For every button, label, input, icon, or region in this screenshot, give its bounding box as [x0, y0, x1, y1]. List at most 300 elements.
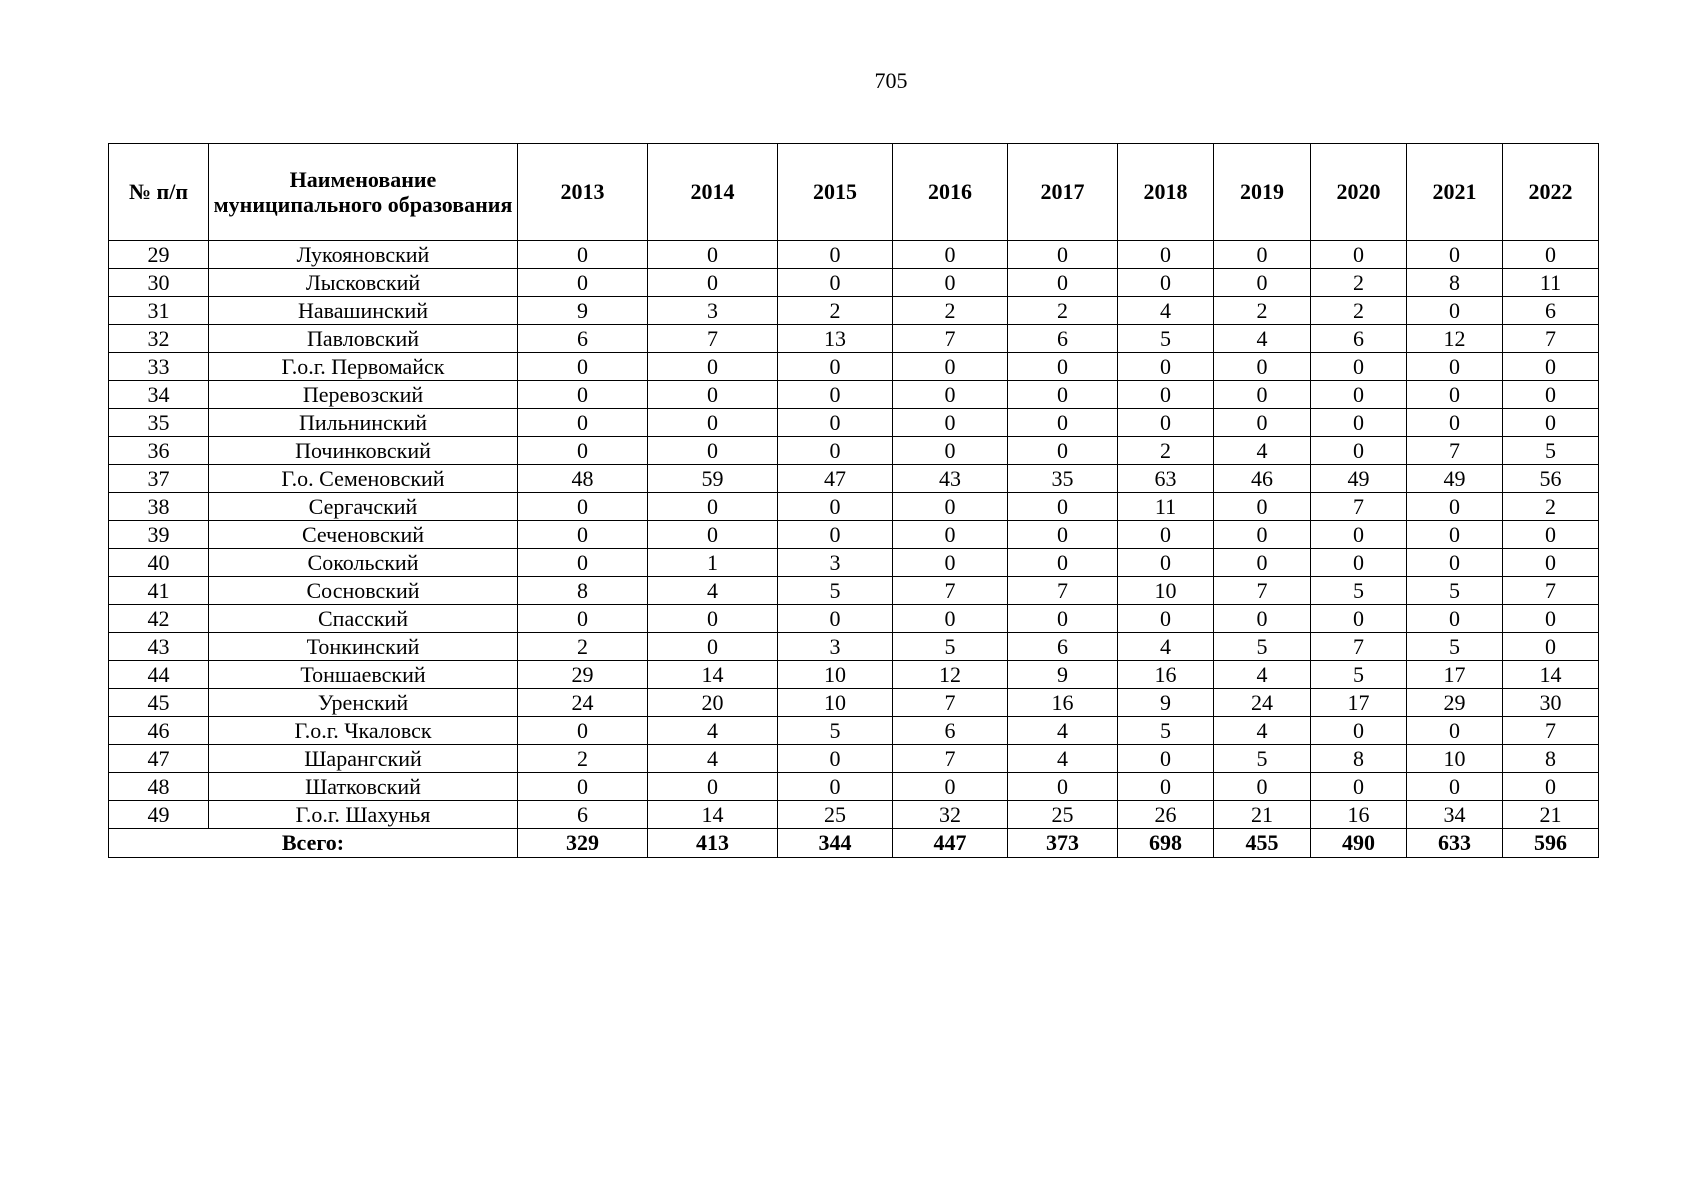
value-cell: 0 [648, 269, 778, 297]
value-cell: 0 [1503, 773, 1599, 801]
value-cell: 25 [1008, 801, 1118, 829]
value-cell: 0 [1008, 353, 1118, 381]
municipality-cell: Сеченовский [209, 521, 518, 549]
municipality-cell: Лукояновский [209, 241, 518, 269]
value-cell: 63 [1118, 465, 1214, 493]
value-cell: 0 [1503, 409, 1599, 437]
value-cell: 0 [648, 409, 778, 437]
value-cell: 7 [893, 577, 1008, 605]
value-cell: 24 [518, 689, 648, 717]
value-cell: 4 [1214, 325, 1311, 353]
total-value-cell: 633 [1407, 829, 1503, 858]
value-cell: 0 [1118, 241, 1214, 269]
municipality-cell: Уренский [209, 689, 518, 717]
table-row [109, 577, 1599, 605]
value-cell: 0 [1214, 605, 1311, 633]
value-cell: 12 [1407, 325, 1503, 353]
value-cell: 5 [1407, 577, 1503, 605]
row-number-cell: 38 [109, 493, 209, 521]
value-cell: 14 [1503, 661, 1599, 689]
value-cell: 0 [1118, 773, 1214, 801]
value-cell: 4 [1214, 437, 1311, 465]
value-cell: 20 [648, 689, 778, 717]
table-footer [109, 829, 1599, 858]
value-cell: 0 [1008, 437, 1118, 465]
value-cell: 0 [1214, 269, 1311, 297]
value-cell: 5 [1407, 633, 1503, 661]
value-cell: 10 [778, 689, 893, 717]
value-cell: 13 [778, 325, 893, 353]
value-cell: 0 [778, 437, 893, 465]
value-cell: 5 [1214, 745, 1311, 773]
value-cell: 0 [893, 773, 1008, 801]
value-cell: 0 [1214, 241, 1311, 269]
header-year: 2016 [893, 144, 1008, 241]
header-year: 2021 [1407, 144, 1503, 241]
value-cell: 6 [1008, 633, 1118, 661]
total-value-cell: 490 [1311, 829, 1407, 858]
value-cell: 0 [648, 773, 778, 801]
value-cell: 0 [1008, 493, 1118, 521]
value-cell: 0 [1008, 381, 1118, 409]
value-cell: 0 [1407, 381, 1503, 409]
value-cell: 4 [1118, 297, 1214, 325]
total-value-cell: 344 [778, 829, 893, 858]
value-cell: 2 [1311, 297, 1407, 325]
table-row [109, 409, 1599, 437]
value-cell: 4 [1214, 661, 1311, 689]
table-row [109, 661, 1599, 689]
value-cell: 0 [518, 269, 648, 297]
value-cell: 5 [1503, 437, 1599, 465]
value-cell: 2 [893, 297, 1008, 325]
value-cell: 0 [778, 381, 893, 409]
value-cell: 2 [778, 297, 893, 325]
value-cell: 0 [1311, 353, 1407, 381]
municipality-cell: Лысковский [209, 269, 518, 297]
value-cell: 7 [648, 325, 778, 353]
value-cell: 0 [518, 605, 648, 633]
value-cell: 7 [1407, 437, 1503, 465]
value-cell: 49 [1311, 465, 1407, 493]
table-row [109, 633, 1599, 661]
value-cell: 0 [1311, 437, 1407, 465]
table-row [109, 549, 1599, 577]
value-cell: 0 [1503, 241, 1599, 269]
value-cell: 0 [1118, 381, 1214, 409]
value-cell: 29 [1407, 689, 1503, 717]
table-row [109, 269, 1599, 297]
value-cell: 2 [518, 745, 648, 773]
value-cell: 5 [1214, 633, 1311, 661]
value-cell: 2 [1214, 297, 1311, 325]
value-cell: 4 [1008, 745, 1118, 773]
total-value-cell: 329 [518, 829, 648, 858]
value-cell: 0 [1407, 409, 1503, 437]
row-number-cell: 33 [109, 353, 209, 381]
municipality-cell: Спасский [209, 605, 518, 633]
total-row [109, 829, 1599, 858]
value-cell: 8 [1503, 745, 1599, 773]
data-table [108, 143, 1599, 858]
value-cell: 0 [893, 493, 1008, 521]
table-row [109, 381, 1599, 409]
value-cell: 6 [1311, 325, 1407, 353]
header-year: 2018 [1118, 144, 1214, 241]
value-cell: 0 [1407, 605, 1503, 633]
value-cell: 21 [1503, 801, 1599, 829]
value-cell: 0 [1407, 549, 1503, 577]
value-cell: 56 [1503, 465, 1599, 493]
value-cell: 4 [1214, 717, 1311, 745]
value-cell: 0 [1503, 381, 1599, 409]
value-cell: 9 [518, 297, 648, 325]
table-row [109, 801, 1599, 829]
value-cell: 5 [1311, 577, 1407, 605]
value-cell: 0 [648, 353, 778, 381]
header-row [109, 144, 1599, 241]
total-value-cell: 413 [648, 829, 778, 858]
value-cell: 29 [518, 661, 648, 689]
value-cell: 0 [1311, 241, 1407, 269]
value-cell: 0 [778, 409, 893, 437]
value-cell: 7 [893, 745, 1008, 773]
value-cell: 0 [1311, 381, 1407, 409]
value-cell: 4 [1118, 633, 1214, 661]
value-cell: 5 [1118, 717, 1214, 745]
value-cell: 0 [778, 745, 893, 773]
value-cell: 0 [648, 633, 778, 661]
value-cell: 0 [1503, 353, 1599, 381]
value-cell: 59 [648, 465, 778, 493]
value-cell: 30 [1503, 689, 1599, 717]
value-cell: 0 [1214, 773, 1311, 801]
value-cell: 47 [778, 465, 893, 493]
value-cell: 0 [518, 493, 648, 521]
value-cell: 2 [1118, 437, 1214, 465]
value-cell: 0 [1008, 605, 1118, 633]
value-cell: 32 [893, 801, 1008, 829]
value-cell: 16 [1008, 689, 1118, 717]
value-cell: 35 [1008, 465, 1118, 493]
value-cell: 3 [778, 633, 893, 661]
value-cell: 9 [1008, 661, 1118, 689]
value-cell: 3 [778, 549, 893, 577]
value-cell: 0 [648, 241, 778, 269]
table-row [109, 325, 1599, 353]
value-cell: 0 [648, 381, 778, 409]
municipality-cell: Перевозский [209, 381, 518, 409]
row-number-cell: 47 [109, 745, 209, 773]
value-cell: 0 [648, 493, 778, 521]
value-cell: 0 [1407, 493, 1503, 521]
value-cell: 9 [1118, 689, 1214, 717]
value-cell: 0 [518, 773, 648, 801]
total-value-cell: 698 [1118, 829, 1214, 858]
value-cell: 0 [1118, 605, 1214, 633]
value-cell: 3 [648, 297, 778, 325]
value-cell: 0 [1008, 549, 1118, 577]
value-cell: 5 [778, 577, 893, 605]
value-cell: 2 [1311, 269, 1407, 297]
value-cell: 10 [778, 661, 893, 689]
value-cell: 0 [1118, 409, 1214, 437]
value-cell: 0 [893, 549, 1008, 577]
header-year: 2014 [648, 144, 778, 241]
value-cell: 11 [1503, 269, 1599, 297]
value-cell: 4 [648, 745, 778, 773]
value-cell: 0 [778, 269, 893, 297]
municipality-cell: Сергачский [209, 493, 518, 521]
value-cell: 6 [518, 801, 648, 829]
value-cell: 0 [1503, 633, 1599, 661]
value-cell: 24 [1214, 689, 1311, 717]
table-header [109, 144, 1599, 241]
municipality-cell: Г.о.г. Первомайск [209, 353, 518, 381]
value-cell: 11 [1118, 493, 1214, 521]
table-row [109, 241, 1599, 269]
total-value-cell: 373 [1008, 829, 1118, 858]
value-cell: 5 [778, 717, 893, 745]
table-row [109, 493, 1599, 521]
value-cell: 48 [518, 465, 648, 493]
value-cell: 7 [1008, 577, 1118, 605]
municipality-cell: Сосновский [209, 577, 518, 605]
value-cell: 8 [1311, 745, 1407, 773]
row-number-cell: 40 [109, 549, 209, 577]
value-cell: 0 [893, 241, 1008, 269]
municipality-cell: Павловский [209, 325, 518, 353]
value-cell: 0 [1407, 521, 1503, 549]
value-cell: 14 [648, 661, 778, 689]
value-cell: 17 [1407, 661, 1503, 689]
value-cell: 25 [778, 801, 893, 829]
value-cell: 0 [1214, 493, 1311, 521]
value-cell: 0 [893, 605, 1008, 633]
municipality-cell: Шатковский [209, 773, 518, 801]
header-year: 2017 [1008, 144, 1118, 241]
table-row [109, 773, 1599, 801]
header-year: 2022 [1503, 144, 1599, 241]
value-cell: 0 [893, 269, 1008, 297]
value-cell: 0 [1008, 773, 1118, 801]
value-cell: 5 [1311, 661, 1407, 689]
value-cell: 0 [893, 353, 1008, 381]
total-value-cell: 447 [893, 829, 1008, 858]
table-row [109, 605, 1599, 633]
value-cell: 0 [1407, 297, 1503, 325]
value-cell: 17 [1311, 689, 1407, 717]
value-cell: 0 [518, 353, 648, 381]
value-cell: 8 [518, 577, 648, 605]
row-number-cell: 30 [109, 269, 209, 297]
row-number-cell: 37 [109, 465, 209, 493]
value-cell: 0 [1008, 269, 1118, 297]
table-row [109, 689, 1599, 717]
row-number-cell: 45 [109, 689, 209, 717]
row-number-cell: 39 [109, 521, 209, 549]
value-cell: 0 [1311, 717, 1407, 745]
row-number-cell: 43 [109, 633, 209, 661]
value-cell: 12 [893, 661, 1008, 689]
value-cell: 0 [1118, 269, 1214, 297]
value-cell: 0 [648, 605, 778, 633]
value-cell: 2 [1008, 297, 1118, 325]
header-year: 2019 [1214, 144, 1311, 241]
value-cell: 0 [1008, 241, 1118, 269]
value-cell: 0 [1214, 409, 1311, 437]
value-cell: 6 [893, 717, 1008, 745]
value-cell: 5 [1118, 325, 1214, 353]
value-cell: 1 [648, 549, 778, 577]
total-label: Всего: [109, 829, 518, 858]
value-cell: 16 [1311, 801, 1407, 829]
value-cell: 0 [778, 493, 893, 521]
value-cell: 7 [1503, 717, 1599, 745]
value-cell: 0 [1407, 717, 1503, 745]
row-number-cell: 48 [109, 773, 209, 801]
value-cell: 7 [1214, 577, 1311, 605]
value-cell: 7 [893, 689, 1008, 717]
value-cell: 0 [1118, 521, 1214, 549]
table-body [109, 241, 1599, 829]
table-row [109, 353, 1599, 381]
row-number-cell: 29 [109, 241, 209, 269]
table-row [109, 745, 1599, 773]
value-cell: 34 [1407, 801, 1503, 829]
value-cell: 46 [1214, 465, 1311, 493]
value-cell: 0 [1214, 521, 1311, 549]
value-cell: 0 [1311, 409, 1407, 437]
value-cell: 0 [1214, 381, 1311, 409]
value-cell: 0 [648, 437, 778, 465]
table-row [109, 437, 1599, 465]
value-cell: 14 [648, 801, 778, 829]
table-row [109, 465, 1599, 493]
value-cell: 49 [1407, 465, 1503, 493]
data-table-container [108, 143, 1598, 858]
value-cell: 16 [1118, 661, 1214, 689]
value-cell: 8 [1407, 269, 1503, 297]
total-value-cell: 455 [1214, 829, 1311, 858]
row-number-cell: 46 [109, 717, 209, 745]
value-cell: 0 [518, 241, 648, 269]
value-cell: 0 [893, 381, 1008, 409]
value-cell: 0 [1311, 521, 1407, 549]
municipality-cell: Тонкинский [209, 633, 518, 661]
value-cell: 0 [1118, 745, 1214, 773]
value-cell: 7 [1311, 633, 1407, 661]
value-cell: 0 [518, 409, 648, 437]
row-number-cell: 35 [109, 409, 209, 437]
value-cell: 21 [1214, 801, 1311, 829]
value-cell: 0 [1407, 773, 1503, 801]
value-cell: 7 [1503, 325, 1599, 353]
value-cell: 7 [1311, 493, 1407, 521]
municipality-cell: Г.о.г. Чкаловск [209, 717, 518, 745]
value-cell: 0 [1503, 549, 1599, 577]
value-cell: 0 [778, 521, 893, 549]
row-number-cell: 36 [109, 437, 209, 465]
value-cell: 4 [648, 717, 778, 745]
value-cell: 0 [648, 521, 778, 549]
page-number: 705 [874, 68, 908, 93]
value-cell: 26 [1118, 801, 1214, 829]
table-row [109, 521, 1599, 549]
row-number-cell: 34 [109, 381, 209, 409]
value-cell: 0 [1503, 605, 1599, 633]
value-cell: 0 [1311, 773, 1407, 801]
value-cell: 0 [893, 437, 1008, 465]
value-cell: 0 [1407, 353, 1503, 381]
value-cell: 6 [1008, 325, 1118, 353]
value-cell: 0 [1407, 241, 1503, 269]
value-cell: 5 [893, 633, 1008, 661]
value-cell: 10 [1407, 745, 1503, 773]
value-cell: 7 [1503, 577, 1599, 605]
value-cell: 7 [893, 325, 1008, 353]
value-cell: 10 [1118, 577, 1214, 605]
value-cell: 0 [1311, 549, 1407, 577]
value-cell: 0 [518, 381, 648, 409]
value-cell: 0 [778, 605, 893, 633]
value-cell: 0 [1214, 353, 1311, 381]
value-cell: 0 [1008, 409, 1118, 437]
value-cell: 43 [893, 465, 1008, 493]
municipality-cell: Починковский [209, 437, 518, 465]
value-cell: 0 [893, 521, 1008, 549]
header-number: № п/п [109, 144, 209, 241]
value-cell: 0 [1214, 549, 1311, 577]
municipality-cell: Тоншаевский [209, 661, 518, 689]
row-number-cell: 32 [109, 325, 209, 353]
table-row [109, 297, 1599, 325]
value-cell: 0 [893, 409, 1008, 437]
municipality-cell: Г.о. Семеновский [209, 465, 518, 493]
municipality-cell: Г.о.г. Шахунья [209, 801, 518, 829]
header-municipality: Наименование муниципального образования [209, 144, 518, 241]
value-cell: 0 [518, 549, 648, 577]
row-number-cell: 49 [109, 801, 209, 829]
header-year: 2013 [518, 144, 648, 241]
value-cell: 0 [1118, 549, 1214, 577]
value-cell: 0 [518, 437, 648, 465]
value-cell: 6 [518, 325, 648, 353]
municipality-cell: Шарангский [209, 745, 518, 773]
header-year: 2015 [778, 144, 893, 241]
value-cell: 6 [1503, 297, 1599, 325]
value-cell: 2 [518, 633, 648, 661]
value-cell: 0 [778, 773, 893, 801]
municipality-cell: Навашинский [209, 297, 518, 325]
value-cell: 0 [518, 521, 648, 549]
row-number-cell: 31 [109, 297, 209, 325]
value-cell: 0 [1311, 605, 1407, 633]
value-cell: 0 [778, 241, 893, 269]
value-cell: 0 [518, 717, 648, 745]
value-cell: 4 [648, 577, 778, 605]
row-number-cell: 44 [109, 661, 209, 689]
total-value-cell: 596 [1503, 829, 1599, 858]
row-number-cell: 42 [109, 605, 209, 633]
value-cell: 0 [1008, 521, 1118, 549]
value-cell: 4 [1008, 717, 1118, 745]
value-cell: 0 [778, 353, 893, 381]
municipality-cell: Пильнинский [209, 409, 518, 437]
value-cell: 0 [1503, 521, 1599, 549]
header-year: 2020 [1311, 144, 1407, 241]
value-cell: 0 [1118, 353, 1214, 381]
